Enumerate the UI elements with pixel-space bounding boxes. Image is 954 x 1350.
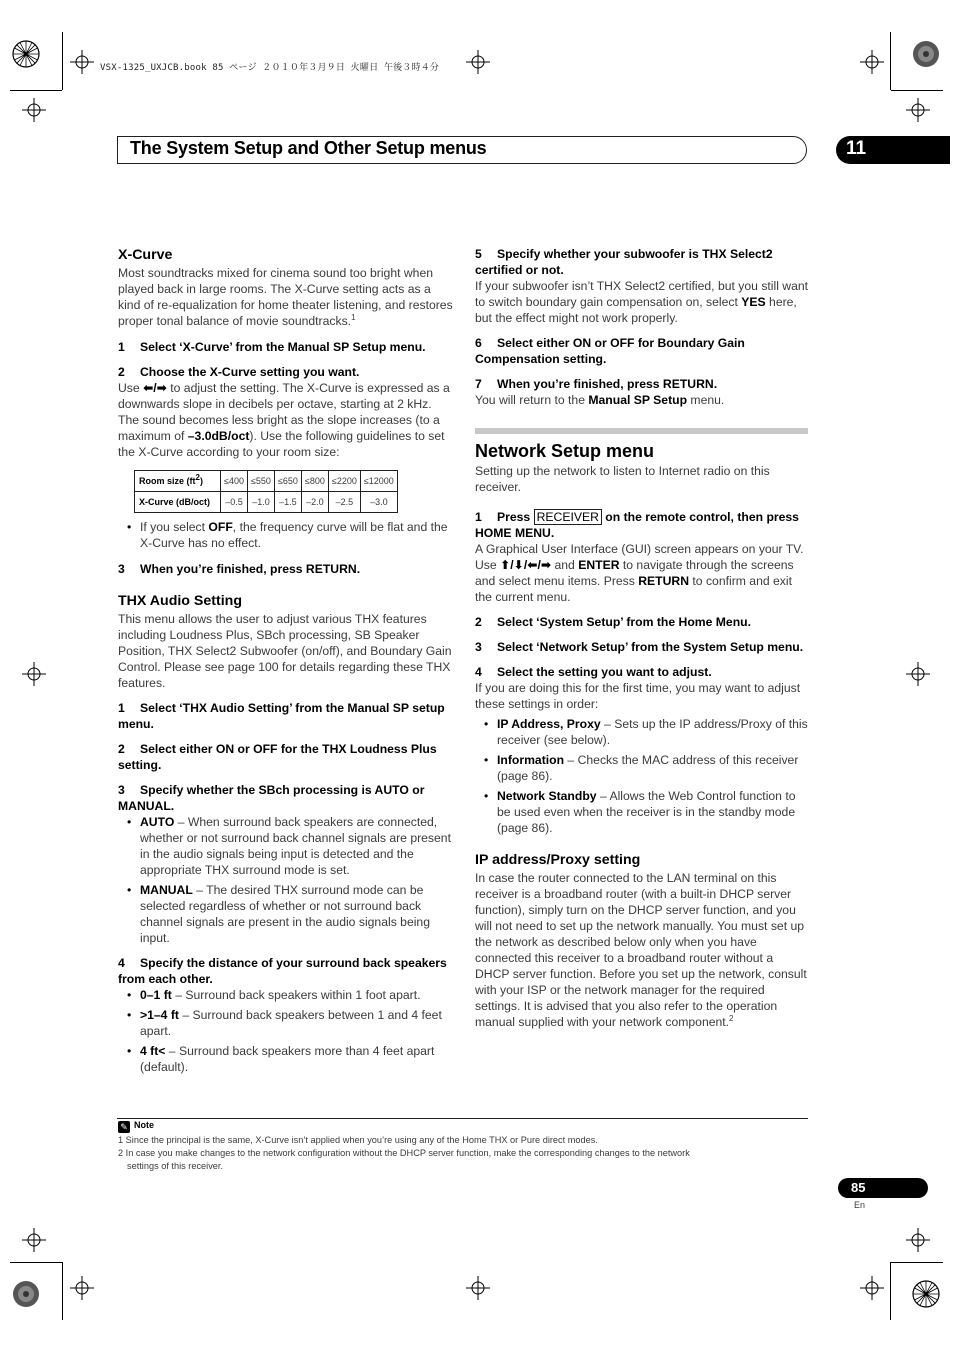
registration-crosshair-icon (906, 662, 930, 686)
registration-crosshair-icon (906, 1228, 930, 1252)
thx-step-5: 5 Specify whether your subwoofer is THX Select2 certified or not. (475, 247, 773, 277)
thx-step-6: 6 Select either ON or OFF for Boundary Gain Compensation setting. (475, 336, 745, 366)
network-step-1-body: A Graphical User Interface (GUI) screen appears on your TV. Use ⬆/⬇/⬅/➡ and ENTER to navigate through the screens and select menu items. Press RETURN to confirm and exit the current menu. (475, 542, 804, 604)
distance-bullet-1: • 0–1 ft – Surround back speakers within 1 foot apart. (118, 987, 453, 1003)
chapter-title: The System Setup and Other Setup menus (130, 138, 487, 158)
xcurve-step-2-body: Use ⬅/➡ to adjust the setting. The X-Curve is expressed as a downwards slope in decibels per octave, starting at 2 kHz. The sound becomes less bright as the slope increases (to a maximum of –3.0dB/oct). Use the following guidelines to set the X-Curve according to your room size: (118, 381, 450, 459)
table-cell: –0.5 (221, 492, 248, 513)
thx-step-1: 1 Select ‘THX Audio Setting’ from the Manual SP setup menu. (118, 701, 445, 731)
page-number: 85 (851, 1180, 866, 1195)
footnote-1: 1 Since the principal is the same, X-Curve isn’t applied when you’re using any of the Home THX or Pure direct modes. (118, 1135, 598, 1145)
thx-step-2: 2 Select either ON or OFF for the THX Loudness Plus setting. (118, 742, 437, 772)
table-cell: ≤2200 (328, 471, 360, 492)
network-bullet-standby: • Network Standby – Allows the Web Control function to be used even when the receiver is in the standby mode (page 86). (475, 788, 810, 836)
registration-crosshair-icon (860, 50, 884, 74)
thx-intro: This menu allows the user to adjust various THX features including Loudness Plus, SBch processing, SB Speaker Position, THX Select2 Subwoofer (on/off), and Boundary Gain Control. Please see page 100 for details regarding these THX features. (118, 612, 452, 690)
thx-manual-bullet: • MANUAL – The desired THX surround mode can be selected regardless of whether or not surround back channel signals are present in the audio signals being input. (118, 882, 453, 946)
registration-crosshair-icon (466, 50, 490, 74)
thx-step-5-body: If your subwoofer isn’t THX Select2 certified, but you still want to switch boundary gain compensation on, select YES here, but the effect might not work properly. (475, 279, 809, 325)
xcurve-step-3: 3 When you’re finished, press RETURN. (118, 562, 361, 576)
table-row (135, 492, 398, 513)
arrow-keys-icon: ⬆/⬇/⬅/➡ (500, 558, 552, 572)
xcurve-table (134, 470, 398, 513)
registration-crosshair-icon (70, 50, 94, 74)
table-cell: ≤12000 (360, 471, 397, 492)
registration-rosette-icon (912, 1280, 940, 1308)
network-step-4: 4 Select the setting you want to adjust. (475, 665, 712, 679)
registration-crosshair-icon (860, 1276, 884, 1300)
registration-crosshair-icon (22, 98, 46, 122)
xcurve-intro: Most soundtracks mixed for cinema sound too bright when played back in large rooms. The X-Curve setting acts as a kind of re-equalization for home theater listening, and restores proper tonal balance of movie soundtracks.$^1$ (118, 266, 453, 328)
network-section (475, 440, 810, 1030)
note-pencil-icon: ✎ (118, 1121, 130, 1133)
registration-crosshair-icon (22, 1228, 46, 1252)
network-step-3: 3 Select ‘Network Setup’ from the System Setup menu. (475, 640, 804, 654)
print-header: VSX-1325_UXJCB.book 85 ページ ２０１０年３月９日 火曜日 午後３時４分 (100, 63, 440, 73)
registration-rosette-icon (912, 40, 940, 68)
receiver-key: RECEIVER (534, 509, 602, 525)
xcurve-step-1: 1 Select ‘X-Curve’ from the Manual SP Setup menu. (118, 340, 426, 354)
network-step-4-body: If you are doing this for the first time, you may want to adjust these settings in order: (475, 681, 801, 711)
chapter-number: 11 (846, 138, 867, 159)
left-column (118, 246, 453, 1075)
table-cell: –1.5 (274, 492, 301, 513)
network-bullet-info: • Information – Checks the MAC address of this receiver (page 86). (475, 752, 810, 784)
xcurve-off-bullet: • If you select OFF, the frequency curve will be flat and the X-Curve has no effect. (118, 519, 453, 551)
registration-crosshair-icon (70, 1276, 94, 1300)
table-cell: –1.0 (247, 492, 274, 513)
distance-bullet-3: • 4 ft< – Surround back speakers more than 4 feet apart (default). (118, 1043, 453, 1075)
arrow-keys-icon: ⬅/➡ (143, 381, 167, 395)
thx-step-3: 3 Specify whether the SBch processing is AUTO or MANUAL. (118, 783, 425, 813)
network-step-2: 2 Select ‘System Setup’ from the Home Menu. (475, 615, 751, 629)
table-cell: ≤800 (301, 471, 328, 492)
thx-step-7-body: You will return to the Manual SP Setup menu. (475, 393, 725, 407)
note-divider (117, 1118, 808, 1119)
footnote-2: 2 In case you make changes to the network configuration without the DHCP server function, make the corresponding changes to the network (118, 1148, 690, 1158)
note-title: Note (134, 1120, 154, 1130)
table-cell: ≤400 (221, 471, 248, 492)
table-cell: –2.0 (301, 492, 328, 513)
ip-heading: IP address/Proxy setting (475, 852, 641, 868)
table-cell: –3.0 (360, 492, 397, 513)
right-column (475, 246, 810, 408)
network-intro: Setting up the network to listen to Internet radio on this receiver. (475, 464, 770, 494)
registration-crosshair-icon (906, 98, 930, 122)
thx-heading: THX Audio Setting (118, 593, 242, 609)
registration-rosette-icon (12, 40, 40, 68)
xcurve-value-label: X-Curve (dB/oct) (135, 492, 221, 513)
thx-step-4: 4 Specify the distance of your surround back speakers from each other. (118, 956, 447, 986)
network-heading: Network Setup menu (475, 441, 655, 461)
registration-crosshair-icon (466, 1276, 490, 1300)
table-cell: ≤650 (274, 471, 301, 492)
thx-auto-bullet: • AUTO – When surround back speakers are connected, whether or not surround back channel signals are present in the audio signals being input is detected and the appropriate THX surround mode is set. (118, 814, 453, 878)
room-size-label: Room size $(ft^2)$ (135, 471, 221, 492)
page-language: En (854, 1200, 866, 1210)
section-divider (475, 428, 808, 434)
table-row (135, 471, 398, 492)
registration-rosette-icon (12, 1280, 40, 1308)
distance-bullet-2: • >1–4 ft – Surround back speakers between 1 and 4 feet apart. (118, 1007, 453, 1039)
thx-step-7: 7 When you’re finished, press RETURN. (475, 377, 718, 391)
xcurve-step-2: 2 Choose the X-Curve setting you want. (118, 365, 360, 379)
footnote-2-continued: settings of this receiver. (127, 1161, 224, 1171)
xcurve-heading: X-Curve (118, 247, 173, 263)
registration-crosshair-icon (22, 662, 46, 686)
table-cell: ≤550 (247, 471, 274, 492)
ip-body: In case the router connected to the LAN terminal on this receiver is a broadband router (with a built-in DHCP server function), simply turn on the DHCP server function, and you will not need to set up the network manually. You must set up the network as described below only when you have connected this receiver to a broadband router without a DHCP server function. Before you set up the network, consult with your ISP or the network manager for the required settings. It is advised that you also refer to the operation manual supplied with your network component.$^2$ (475, 871, 807, 1029)
table-cell: –2.5 (328, 492, 360, 513)
network-step-1: 1 Press RECEIVER on the remote control, then press HOME MENU. (475, 510, 799, 540)
network-bullet-ip: • IP Address, Proxy – Sets up the IP address/Proxy of this receiver (see below). (475, 716, 810, 748)
